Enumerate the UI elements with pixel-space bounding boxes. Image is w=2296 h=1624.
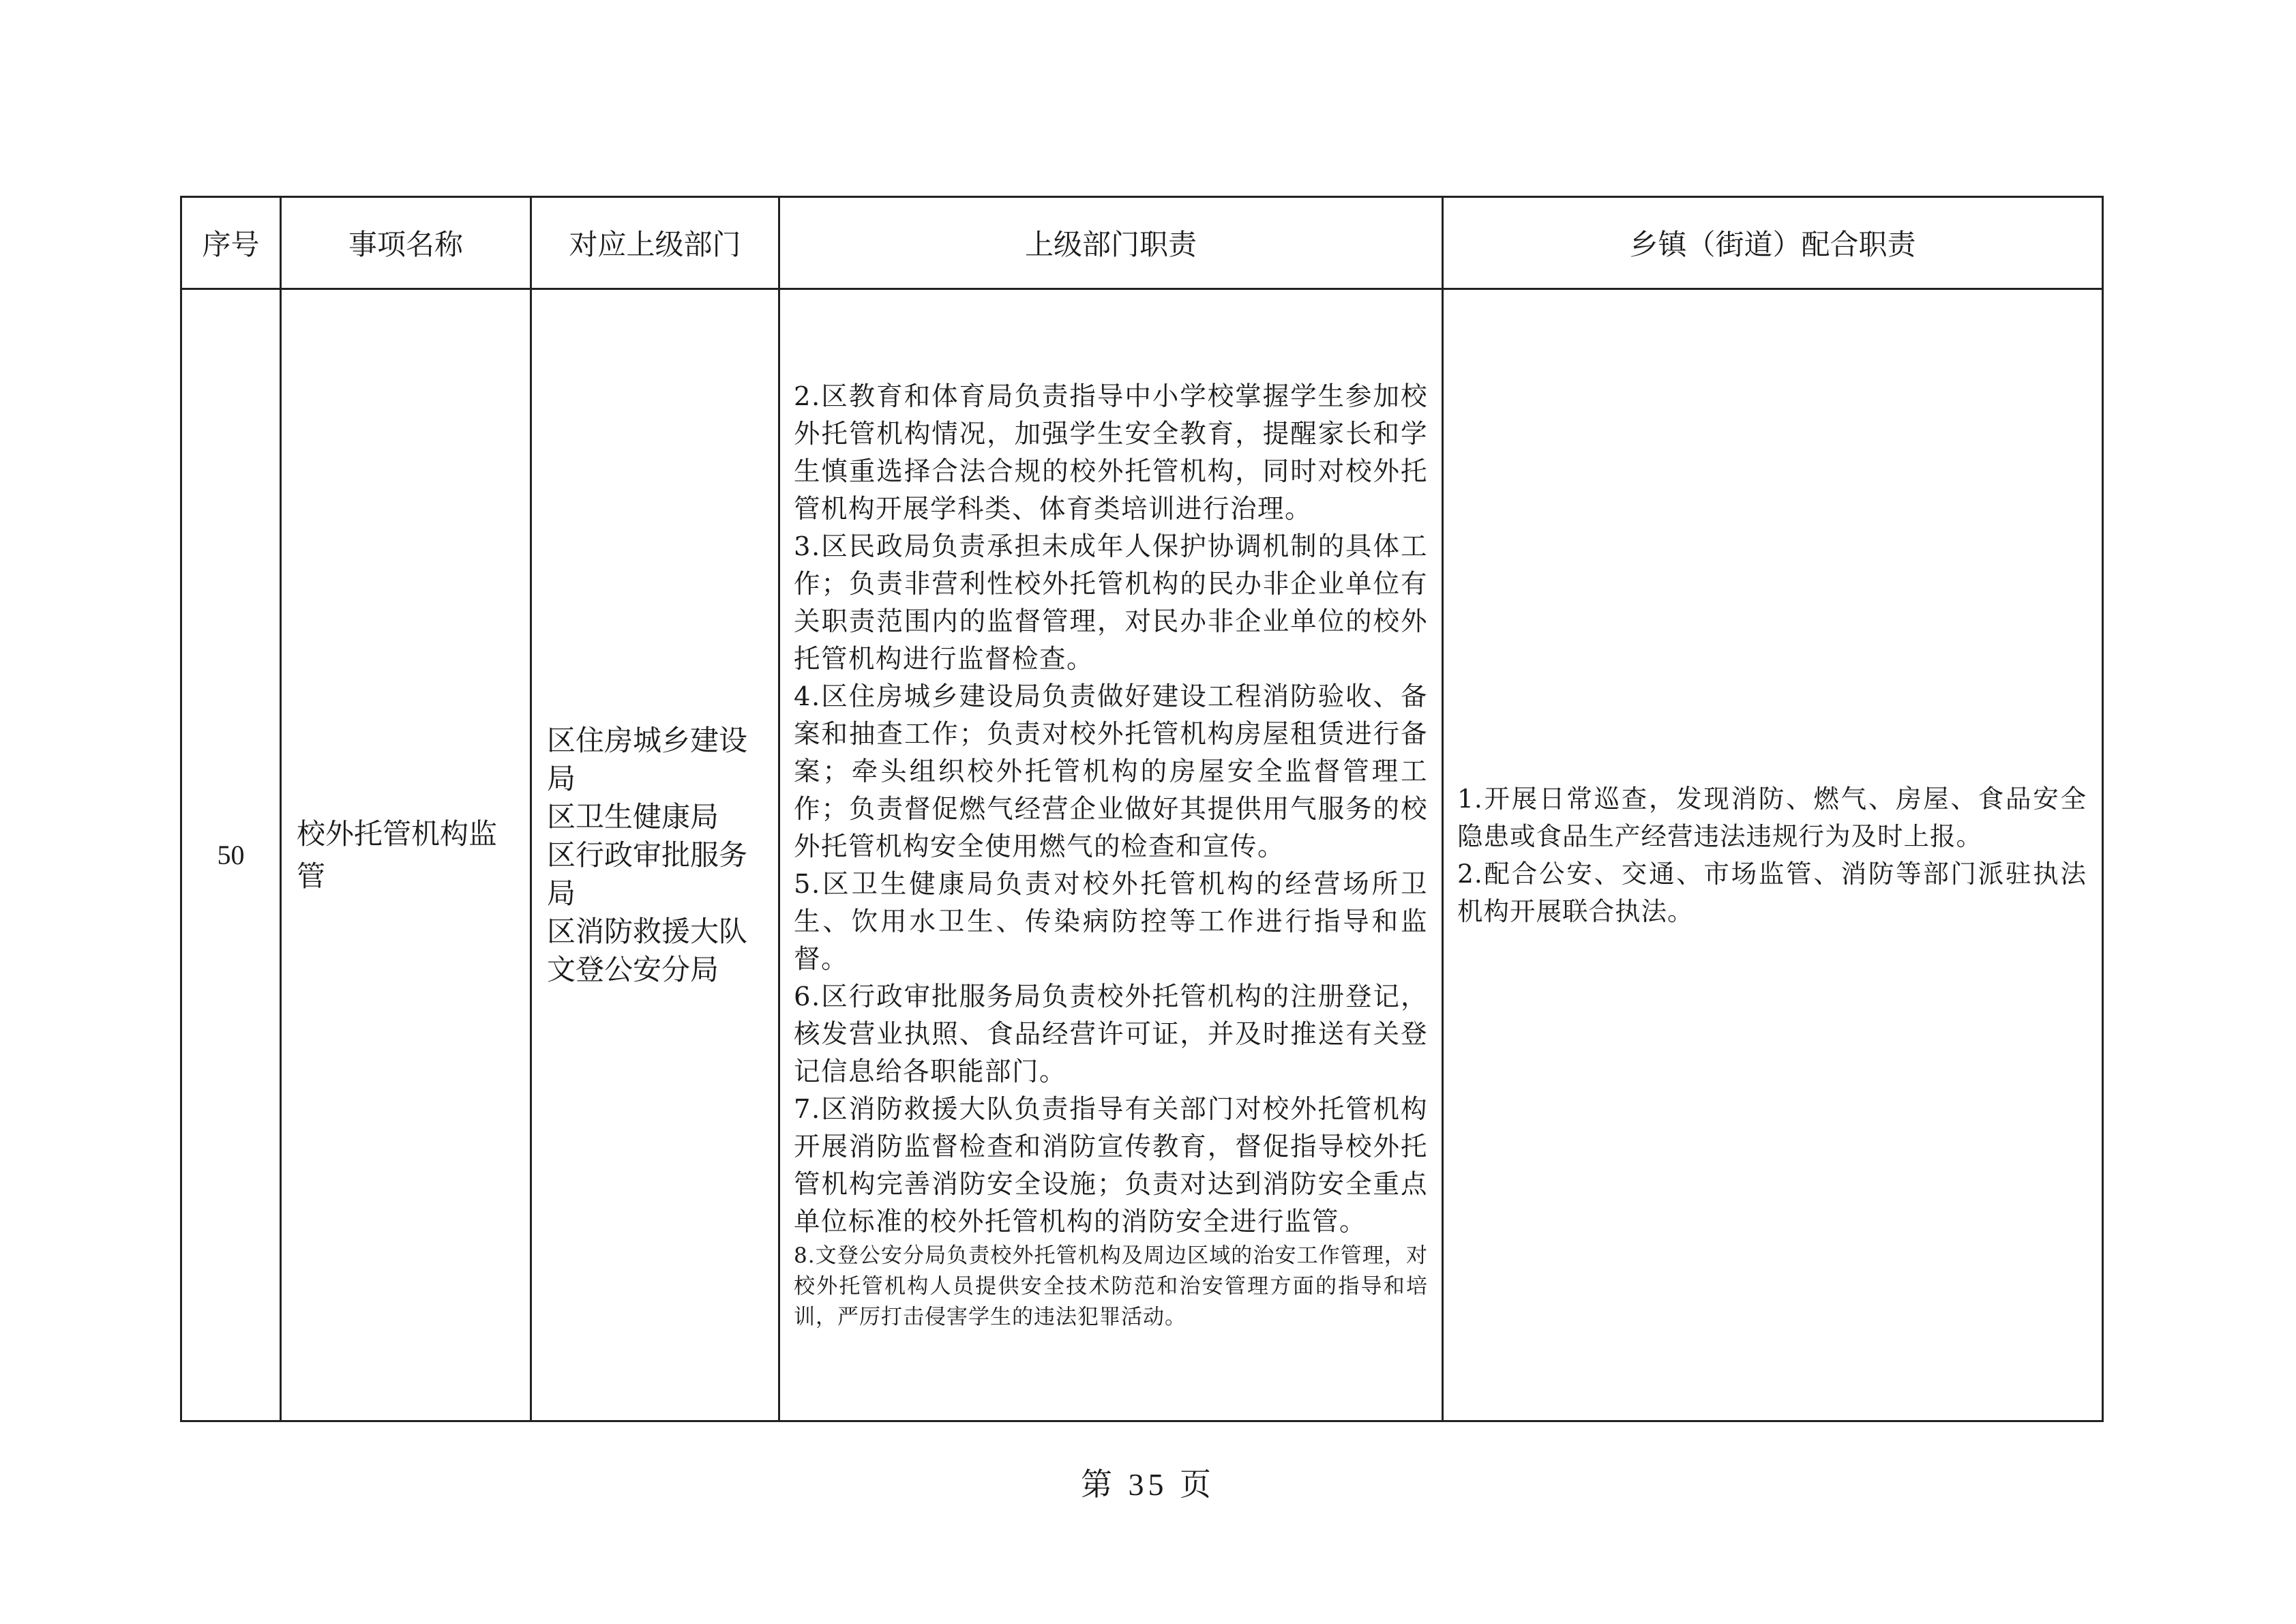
dept-duty-item: 7.区消防救援大队负责指导有关部门对校外托管机构开展消防监督检查和消防宣传教育，督促指导校外托管机构完善消防安全设施；负责对达到消防安全重点单位标准的校外托管机构的消防安全进行监管。 (794, 1093, 1428, 1237)
header-dept-duty: 上级部门职责 (779, 197, 1443, 289)
dept-name: 区行政审批服务局 (547, 838, 748, 910)
header-item-name: 事项名称 (281, 197, 531, 289)
row-item-name: 校外托管机构监管 (281, 289, 531, 1421)
town-duty-item: 1.开展日常巡查，发现消防、燃气、房屋、食品安全隐患或食品生产经营违法违规行为及时上报。 (1457, 783, 2087, 851)
header-town-duty: 乡镇（街道）配合职责 (1443, 197, 2103, 289)
dept-duty-item: 6.区行政审批服务局负责校外托管机构的注册登记，核发营业执照、食品经营许可证，并及时推送有关登记信息给各职能部门。 (794, 981, 1428, 1087)
dept-duty-item: 8.文登公安分局负责校外托管机构及周边区域的治安工作管理，对校外托管机构人员提供安全技术防范和治安管理方面的指导和培训，严厉打击侵害学生的违法犯罪活动。 (794, 1243, 1428, 1329)
dept-name: 文登公安分局 (547, 952, 719, 986)
header-seq: 序号 (181, 197, 281, 289)
row-dept-duties (779, 289, 1443, 1421)
table-header-row (181, 197, 2103, 289)
dept-duty-item: 5.区卫生健康局负责对校外托管机构的经营场所卫生、饮用水卫生、传染病防控等工作进行指导和监督。 (794, 868, 1428, 975)
header-dept: 对应上级部门 (531, 197, 779, 289)
row-depts (531, 289, 779, 1421)
town-duty-item: 2.配合公安、交通、市场监管、消防等部门派驻执法机构开展联合执法。 (1457, 858, 2087, 926)
dept-name: 区卫生健康局 (547, 799, 719, 833)
row-seq: 50 (181, 289, 281, 1421)
dept-name: 区消防救援大队 (547, 914, 748, 948)
responsibility-table (180, 196, 2104, 1422)
dept-duty-item: 3.区民政局负责承担未成年人保护协调机制的具体工作；负责非营利性校外托管机构的民办非企业单位有关职责范围内的监督管理，对民办非企业单位的校外托管机构进行监督检查。 (794, 531, 1428, 675)
dept-duty-item: 4.区住房城乡建设局负责做好建设工程消防验收、备案和抽查工作；负责对校外托管机构房屋租赁进行备案；牵头组织校外托管机构的房屋安全监督管理工作；负责督促燃气经营企业做好其提供用气服务的校外托管机构安全使用燃气的检查和宣传。 (794, 681, 1428, 862)
page-number: 第 35 页 (1081, 1467, 1215, 1502)
dept-duty-item: 2.区教育和体育局负责指导中小学校掌握学生参加校外托管机构情况，加强学生安全教育，提醒家长和学生慎重选择合法合规的校外托管机构，同时对校外托管机构开展学科类、体育类培训进行治理。 (794, 381, 1428, 525)
dept-name: 区住房城乡建设局 (547, 723, 748, 795)
table-row (181, 289, 2103, 1421)
row-town-duties (1443, 289, 2103, 1421)
